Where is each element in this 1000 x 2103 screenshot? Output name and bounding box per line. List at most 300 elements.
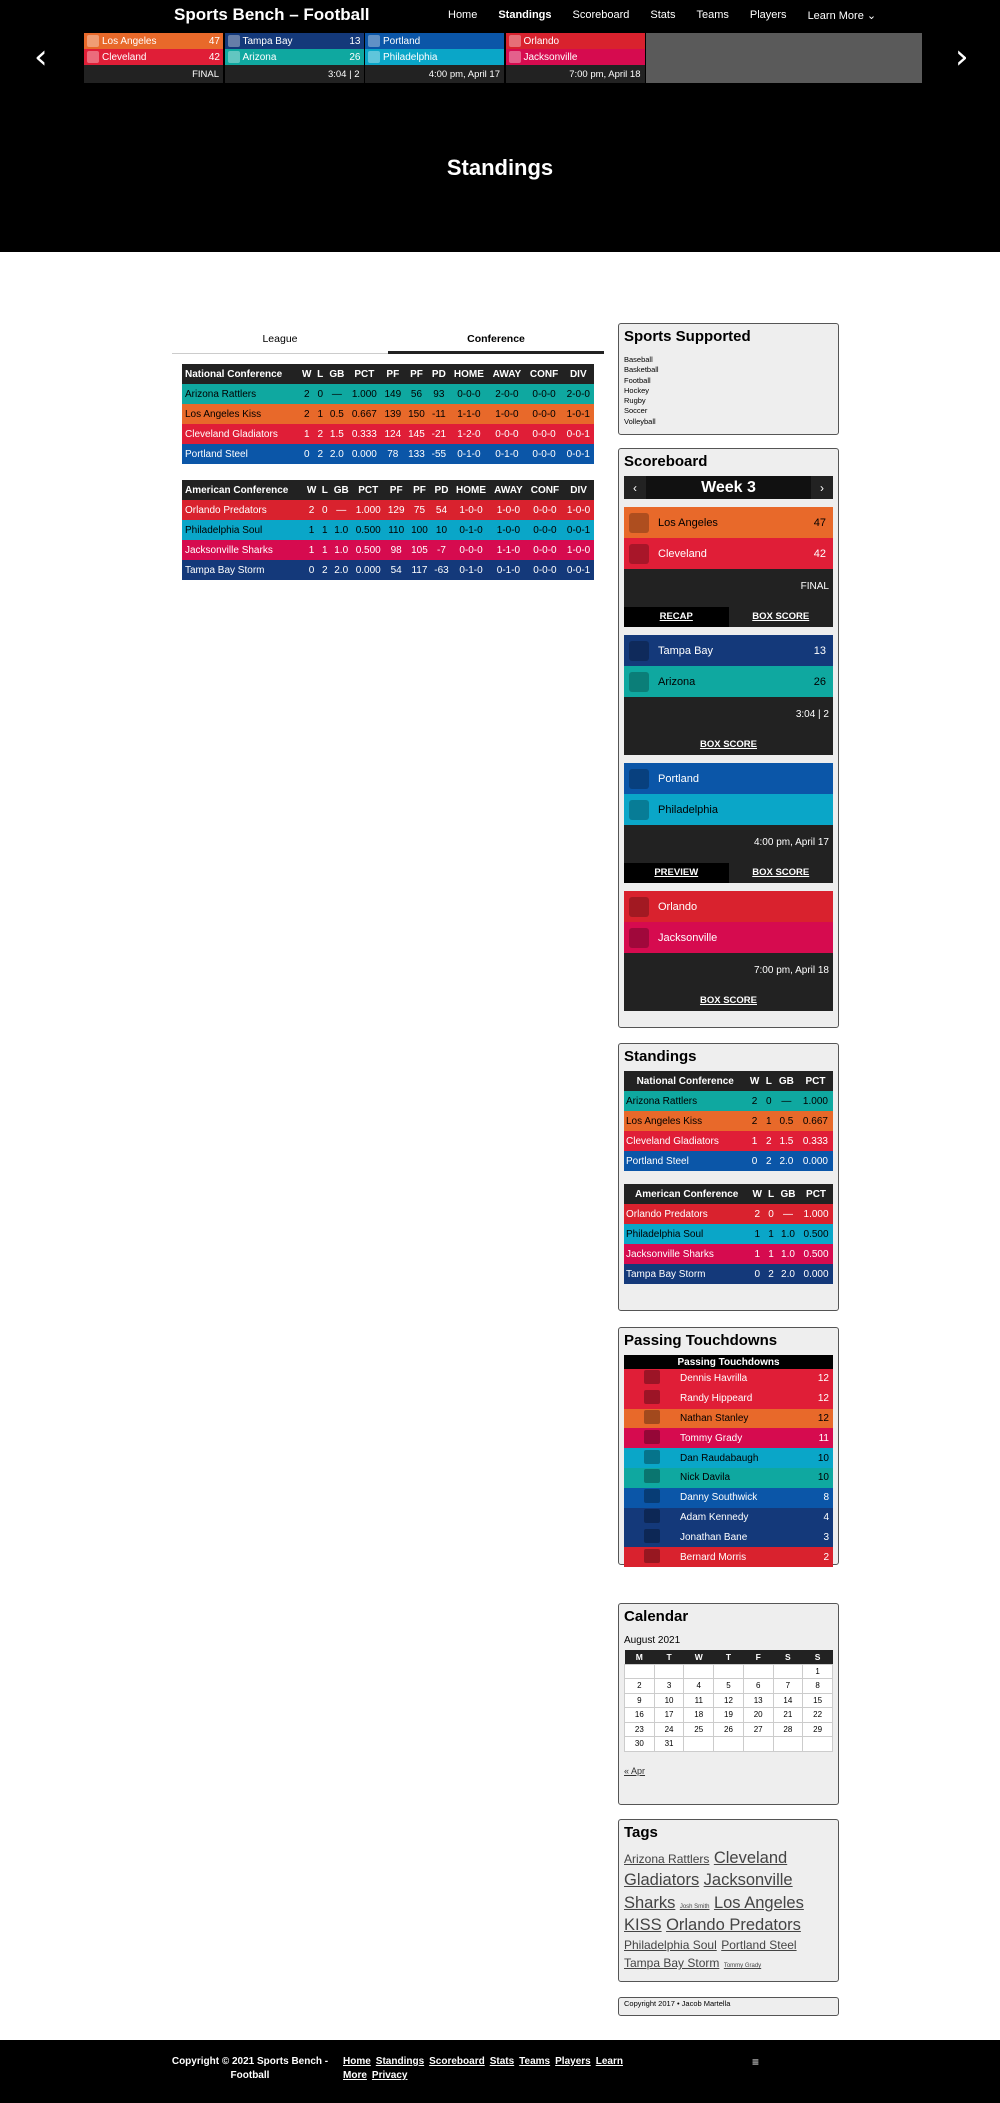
stat-cell: 0-0-1 [566,448,590,460]
week-prev-icon[interactable]: ‹ [633,480,637,495]
stat-cell: 0.667 [802,1115,828,1127]
stat-cell: 98 [390,544,402,556]
scoreboard-team-row [624,507,833,538]
stat-cell: 0 [766,1095,772,1107]
stat-cell: 0-0-0 [532,448,556,460]
stat-cell: -21 [431,428,447,440]
stat-cell: 0-0-0 [495,428,519,440]
conference-standings-table [182,364,594,464]
team-name-link[interactable]: Orlando Predators [626,1208,708,1220]
scoreboard-team-row [624,538,833,569]
stat-cell: 0 [303,448,310,460]
player-name-link[interactable]: Tommy Grady [680,1432,743,1444]
scoreboard-team-row [624,763,833,794]
team-name[interactable]: Los Angeles [658,516,718,529]
ticker-status: 7:00 pm, April 18 [506,65,645,83]
team-logo-icon [87,35,99,47]
ticker-prev-icon[interactable]: ‹ [34,37,48,77]
calendar-day [743,1664,773,1679]
stat-cell: 0-0-0 [532,388,556,400]
ticker-status: FINAL [84,65,223,83]
stat-cell: 110 [388,524,405,536]
week-selector [624,476,833,499]
calendar-day: 29 [803,1722,833,1737]
calendar-day: 20 [743,1708,773,1723]
stat-cell: 1 [754,1228,761,1240]
stat-cell: 0.5 [329,408,344,420]
stat-cell: 133 [408,448,425,460]
tags-widget [618,1819,839,1982]
team-name-link[interactable]: Cleveland Gladiators [626,1135,719,1147]
ticker-next-icon[interactable]: › [955,37,969,77]
ticker-team-score: 13 [349,35,361,47]
player-photo [624,1409,680,1429]
ticker-game[interactable] [506,33,646,83]
box-score-link[interactable]: BOX SCORE [752,611,810,622]
standings-widget [618,1043,839,1311]
sport-item: Basketball [624,365,659,375]
footer-link-players[interactable]: Players [555,2056,591,2067]
passing-header: Passing Touchdowns [624,1355,833,1369]
footer-links [343,2055,668,2083]
scoreboard-team-row [624,635,833,666]
column-header: PCT [799,1184,833,1204]
player-name-link[interactable]: Dan Raudabaugh [680,1452,759,1464]
stat-cell: — [782,1208,793,1220]
team-name[interactable]: Portland [658,772,699,785]
team-name[interactable]: Orlando [658,900,698,913]
calendar-widget [618,1603,839,1805]
team-name-link[interactable]: Portland Steel [626,1155,689,1167]
table-row [182,520,594,540]
weekday-header: S [773,1650,803,1664]
ticker-team-name: Portland [383,35,421,47]
stat-cell: 1 [768,1248,774,1260]
tag-link[interactable]: Arizona Rattlers [624,1852,710,1866]
stat-value: 11 [818,1432,829,1444]
calendar-day: 16 [625,1708,655,1723]
box-score-link[interactable]: BOX SCORE [752,867,810,878]
stat-cell: 1 [751,1135,758,1147]
stat-cell: 2.0 [781,1268,795,1280]
table-row [624,1204,833,1224]
stat-cell: 1-0-0 [459,504,483,516]
stat-cell: -11 [432,408,446,420]
box-score-link[interactable]: BOX SCORE [699,995,757,1006]
scoreboard-game [624,635,833,755]
stat-cell: 1-0-0 [495,408,519,420]
stat-cell: 0.667 [351,408,377,420]
tag-link[interactable]: Tommy Grady [723,1963,762,1970]
site-title[interactable]: Sports Bench – Football [174,5,370,24]
footer-link-home[interactable]: Home [343,2056,371,2067]
scoreboard-team-row [624,794,833,825]
team-score: 42 [813,547,826,560]
team-name-link[interactable]: Cleveland Gladiators [185,428,278,440]
stat-cell: 0.500 [803,1228,829,1240]
stat-cell: 0.333 [802,1135,828,1147]
player-avatar-icon [644,1390,660,1404]
footer-link-teams[interactable]: Teams [519,2056,551,2067]
calendar-day: 3 [654,1679,684,1694]
tag-link[interactable]: Cleveland Gladiators [624,1849,788,1890]
player-name-link[interactable]: Nick Davila [680,1472,731,1484]
nav-item-5[interactable]: Players [749,9,787,21]
team-logo-icon [629,672,649,692]
weekday-header: F [743,1650,773,1664]
column-header: W [299,364,314,384]
team-logo-icon [629,641,649,661]
tag-link[interactable]: Jacksonville Sharks [624,1871,793,1912]
player-name-link[interactable]: Dennis Havrilla [680,1373,748,1385]
nav-item-2[interactable]: Scoreboard [572,9,630,21]
stat-cell: 54 [390,564,402,576]
stat-cell: 1-0-0 [566,544,591,556]
stat-cell: — [331,388,342,400]
week-label: Week 3 [646,476,811,499]
stat-cell: 0 [317,388,323,400]
player-avatar-icon [644,1450,660,1464]
stat-cell: 100 [411,524,428,536]
ticker-status: 4:00 pm, April 17 [365,65,504,83]
stat-cell: -63 [434,564,449,576]
table-row [624,1527,833,1547]
column-header: PD [431,480,452,500]
team-name-link[interactable]: Arizona Rattlers [626,1095,698,1107]
table-row [624,1448,833,1468]
table-row [624,1488,833,1508]
player-photo [624,1448,680,1468]
column-header: CONF [527,480,563,500]
stat-cell: 0-0-0 [533,544,557,556]
stat-cell: 0.000 [802,1155,828,1167]
copyright-widget [618,1997,839,2016]
stat-cell: 93 [433,388,445,400]
table-row [182,444,594,464]
stat-cell: 0-0-1 [566,524,591,536]
footer-link-standings[interactable]: Standings [375,2056,425,2067]
ticker-game[interactable] [225,33,365,83]
stat-value: 12 [817,1393,829,1405]
team-name[interactable]: Cleveland [658,547,707,560]
footer-link-privacy[interactable]: Privacy [371,2070,408,2081]
widget-standings-table [624,1071,833,1171]
stat-cell: 0.500 [355,544,381,556]
player-avatar-icon [644,1509,660,1523]
ticker-team-name: Orlando [523,35,560,47]
scoreboard-team-row [624,922,833,953]
calendar-day [773,1664,803,1679]
calendar-day: 6 [743,1679,773,1694]
column-header: PCT [348,364,381,384]
tag-link[interactable]: Los Angeles KISS [624,1893,804,1934]
footer-link-stats[interactable]: Stats [489,2056,515,2067]
ticker-team-name: Arizona [242,51,277,63]
team-name-link[interactable]: Jacksonville Sharks [626,1248,714,1260]
team-logo-icon [629,769,649,789]
tab-conference[interactable]: Conference [388,326,604,354]
team-logo-icon [368,35,380,47]
tag-cloud [624,1847,833,1972]
column-header: DIV [563,480,594,500]
team-logo-icon [368,51,380,63]
stat-cell: 1 [317,408,323,420]
table-row [624,1244,833,1264]
stat-cell: — [336,504,347,516]
stat-cell: 0-1-0 [459,564,483,576]
stat-cell: 0-0-1 [566,564,591,576]
team-name-link[interactable]: Tampa Bay Storm [626,1268,706,1280]
footer-link-scoreboard[interactable]: Scoreboard [429,2056,485,2067]
stat-cell: 150 [408,408,425,420]
stat-cell: 0-0-0 [459,544,483,556]
ticker-team-row [365,33,504,49]
nav-item-6[interactable]: Learn More ⌄ [807,10,877,22]
ticker-team-score: 26 [349,51,361,63]
calendar-table [624,1650,833,1752]
team-name-link[interactable]: Tampa Bay Storm [185,564,265,576]
stat-cell: 0 [308,564,315,576]
player-name-link[interactable]: Randy Hippeard [680,1393,753,1405]
stat-cell: 2.0 [779,1155,794,1167]
site-footer [0,2040,1000,2103]
nav-item-3[interactable]: Stats [650,9,676,21]
ticker-game[interactable] [365,33,505,83]
sport-item: Soccer [624,406,648,416]
column-header: PF [405,364,429,384]
conference-name: National Conference [182,364,299,384]
column-header: L [765,1184,777,1204]
stat-cell: 0.500 [355,524,381,536]
calendar-day: 8 [803,1679,833,1694]
table-row [624,1369,833,1389]
stat-value: 3 [823,1531,829,1543]
widget-title: Standings [624,1048,697,1065]
player-avatar-icon [644,1489,660,1503]
table-row [624,1091,833,1111]
widget-standings-table [624,1184,833,1284]
ticker-empty-slot [646,33,923,83]
table-row [624,1428,833,1448]
table-row [624,1389,833,1409]
stat-cell: 2 [317,448,323,460]
player-name-link[interactable]: Jonathan Bane [680,1531,748,1543]
team-name[interactable]: Tampa Bay [658,644,714,657]
stat-cell: 1.0 [334,544,349,556]
stat-cell: 0-0-0 [532,408,556,420]
stat-cell: 145 [408,428,425,440]
table-row [624,1224,833,1244]
nav-item-1[interactable]: Standings [498,9,552,21]
calendar-day: 4 [684,1679,714,1694]
stat-cell: 2 [766,1135,772,1147]
stat-cell: 1 [308,544,315,556]
stat-cell: 129 [387,504,405,516]
team-name-link[interactable]: Portland Steel [185,448,248,460]
column-header: CONF [526,364,563,384]
team-name[interactable]: Arizona [658,675,696,688]
rss-icon[interactable]: ≡ [752,2055,760,2069]
conference-name: American Conference [624,1184,749,1204]
weekday-header: M [625,1650,655,1664]
player-photo [624,1428,680,1448]
stat-cell: 124 [384,428,402,440]
table-row [182,500,594,520]
stat-cell: 1-1-0 [457,408,481,420]
stat-cell: 1 [322,544,328,556]
table-row [624,1409,833,1429]
ticker-team-name: Cleveland [102,51,147,63]
calendar-day: 10 [654,1693,684,1708]
team-name-link[interactable]: Los Angeles Kiss [626,1115,703,1127]
player-avatar-icon [644,1549,660,1563]
stat-cell: 0-0-0 [533,504,557,516]
calendar-day [714,1664,744,1679]
ticker-team-row [225,33,364,49]
stat-cell: 2-0-0 [495,388,519,400]
column-header: GB [777,1184,799,1204]
nav-item-4[interactable]: Teams [696,9,729,21]
stat-cell: 2 [303,388,310,400]
team-name-link[interactable]: Philadelphia Soul [626,1228,704,1240]
weekday-header: S [803,1650,833,1664]
stat-cell: 54 [435,504,448,516]
stat-cell: 117 [411,564,428,576]
team-score: 47 [813,516,826,529]
calendar-prev-link[interactable]: « Apr [624,1765,646,1776]
team-name-link[interactable]: Orlando Predators [185,504,267,516]
player-name-link[interactable]: Danny Southwick [680,1492,758,1504]
ticker-team-row [365,49,504,65]
calendar-day: 18 [684,1708,714,1723]
passing-table [624,1355,833,1567]
table-row [624,1151,833,1171]
team-name[interactable]: Philadelphia [658,803,718,816]
stat-cell: 0-0-1 [566,428,590,440]
game-status: FINAL [624,569,833,607]
ticker-team-score: 42 [208,51,220,63]
tag-link[interactable]: Portland Steel [721,1938,797,1953]
column-header: PCT [352,480,385,500]
team-name[interactable]: Jacksonville [658,931,718,944]
stat-cell: 0.500 [803,1248,829,1260]
team-logo-icon [87,51,99,63]
calendar-day [625,1664,655,1679]
tag-link[interactable]: Tampa Bay Storm [624,1956,720,1971]
stat-cell: 1-2-0 [457,428,481,440]
stat-value: 4 [823,1511,829,1523]
game-status: 4:00 pm, April 17 [624,825,833,863]
stat-cell: 0.000 [351,448,377,460]
player-photo [624,1508,680,1528]
ticker-team-name: Tampa Bay [242,35,293,47]
tab-league[interactable]: League [172,326,388,354]
box-score-link[interactable]: BOX SCORE [699,739,757,750]
player-photo [624,1369,680,1389]
score-ticker [84,33,924,83]
column-header: W [749,1184,765,1204]
ticker-team-name: Los Angeles [102,35,157,47]
preview-link[interactable]: PREVIEW [624,863,729,883]
week-next-icon[interactable]: › [820,480,824,495]
ticker-game[interactable] [84,33,224,83]
game-links [624,607,833,627]
team-name-link[interactable]: Arizona Rattlers [185,388,257,400]
calendar-day: 14 [773,1693,803,1708]
footer-link-learn-more[interactable]: Learn More [343,2056,623,2081]
column-header: AWAY [488,364,525,384]
game-status: 3:04 | 2 [624,697,833,735]
team-logo-icon [629,544,649,564]
calendar-day [773,1737,803,1752]
calendar-day: 2 [625,1679,655,1694]
table-row [624,1111,833,1131]
page-title: Standings [446,155,554,180]
stat-value: 12 [817,1373,829,1385]
calendar-day: 21 [773,1708,803,1723]
recap-link[interactable]: RECAP [624,607,729,627]
scoreboard-team-row [624,891,833,922]
tag-link[interactable]: Josh Smith [679,1903,710,1910]
table-row [624,1131,833,1151]
stat-cell: 0-0-0 [533,524,557,536]
sport-item: Baseball [624,355,653,364]
player-name-link[interactable]: Bernard Morris [680,1551,747,1563]
stat-cell: 1-0-1 [566,408,590,420]
team-score: 13 [813,644,826,657]
stat-cell: 1-0-0 [496,524,521,536]
column-header: PF [408,480,431,500]
stat-cell: 0 [768,1208,774,1220]
stat-cell: 1.5 [779,1135,794,1147]
tag-link[interactable]: Philadelphia Soul [624,1938,717,1953]
team-name-link[interactable]: Jacksonville Sharks [185,544,273,556]
calendar-day: 19 [714,1708,744,1723]
tag-link[interactable]: Orlando Predators [666,1915,801,1934]
player-photo [624,1468,680,1488]
player-avatar-icon [644,1370,660,1384]
stat-cell: 0-0-0 [457,388,481,400]
team-name-link[interactable]: Los Angeles Kiss [185,408,262,420]
player-photo [624,1488,680,1508]
column-header: GB [331,480,352,500]
nav-item-0[interactable]: Home [448,9,478,21]
calendar-day: 12 [714,1693,744,1708]
player-name-link[interactable]: Nathan Stanley [680,1412,749,1424]
calendar-day: 23 [625,1722,655,1737]
calendar-day: 9 [625,1693,655,1708]
column-header: DIV [563,364,594,384]
player-avatar-icon [644,1469,660,1483]
stat-cell: 75 [413,504,426,516]
player-avatar-icon [644,1430,660,1444]
team-logo-icon [629,513,649,533]
ticker-team-name: Philadelphia [383,51,438,63]
table-row [182,540,594,560]
stat-cell: — [781,1095,792,1107]
stat-cell: 2 [754,1208,761,1220]
player-name-link[interactable]: Adam Kennedy [680,1511,749,1523]
stat-cell: 56 [410,388,423,400]
team-logo-icon [228,35,240,47]
team-name-link[interactable]: Philadelphia Soul [185,524,263,536]
column-header: L [319,480,330,500]
ticker-team-score: 47 [208,35,220,47]
site-header [0,0,1000,252]
table-row [624,1547,833,1567]
stat-value: 2 [823,1551,829,1563]
table-row [624,1264,833,1284]
